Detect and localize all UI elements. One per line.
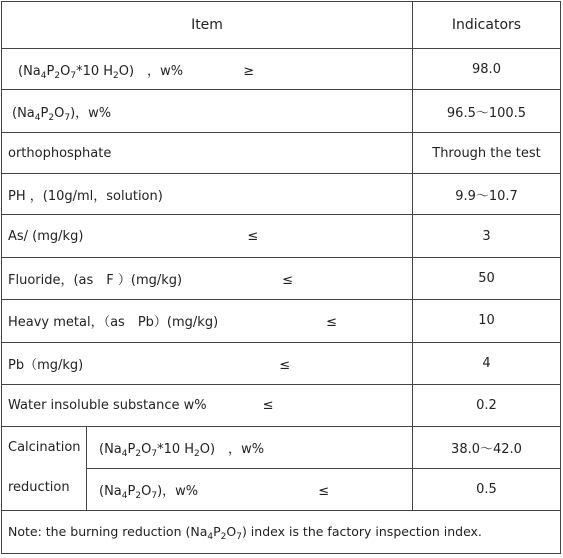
table-row xyxy=(2,300,561,342)
row-label: $(Na_4P_2O_7)$，w% ≤ xyxy=(87,468,413,510)
table-row xyxy=(2,49,561,90)
row-label: ($Na_4P_2O_7*10$ $H_2O$) ，w% xyxy=(87,426,413,468)
table-row xyxy=(2,174,561,215)
row-label: ($Na_4P_2O_7*10$ $H_2O$) ，w% ≥ xyxy=(2,49,413,90)
row-symbol: ≤ xyxy=(247,228,259,244)
row-symbol: ≤ xyxy=(318,483,330,499)
row-symbol: ≤ xyxy=(262,397,274,413)
note-row xyxy=(2,510,561,553)
table-row xyxy=(2,215,561,258)
item-header: Item xyxy=(2,2,413,49)
row-symbol: ≤ xyxy=(279,357,291,373)
row-indicator: 10 xyxy=(413,300,561,342)
row-indicator: 9.9～10.7 xyxy=(413,174,561,215)
row-indicator: 98.0 xyxy=(413,49,561,90)
row-label: PH ，(10g/ml，solution) xyxy=(2,174,413,215)
row-symbol: ≥ xyxy=(243,63,255,79)
table-row xyxy=(2,258,561,300)
table-row xyxy=(2,342,561,384)
row-indicator: 0.5 xyxy=(413,468,561,510)
row-label: As/ (mg/kg) ≤ xyxy=(2,215,413,258)
row-label: Heavy metal，（as Pb）(mg/kg) ≤ xyxy=(2,300,413,342)
footnote: Note: the burning reduction $(Na_4P_2O_7)$ index is the factory inspection index. xyxy=(2,510,561,553)
row-indicator: 0.2 xyxy=(413,384,561,426)
row-indicator: 3 xyxy=(413,215,561,258)
table-row xyxy=(2,90,561,133)
indicators-header: Indicators xyxy=(413,2,561,49)
row-indicator: Through the test xyxy=(413,133,561,174)
specification-table xyxy=(1,1,561,554)
row-indicator: 96.5～100.5 xyxy=(413,90,561,133)
row-label: Water insoluble substance w% ≤ xyxy=(2,384,413,426)
row-indicator: 4 xyxy=(413,342,561,384)
row-indicator: 50 xyxy=(413,258,561,300)
row-symbol: ≤ xyxy=(282,273,294,289)
table-row xyxy=(2,133,561,174)
row-label: Fluoride，(as F ）(mg/kg) ≤ xyxy=(2,258,413,300)
row-label: Pb（mg/kg) ≤ xyxy=(2,342,413,384)
calcination-label: Calcination reduction xyxy=(2,426,87,510)
row-indicator: 38.0～42.0 xyxy=(413,426,561,468)
header-row xyxy=(2,2,561,49)
row-label: $(Na_4P_2O_7)$，w% xyxy=(2,90,413,133)
row-label: orthophosphate xyxy=(2,133,413,174)
table-row xyxy=(2,426,561,468)
row-symbol: ≤ xyxy=(326,315,338,331)
table-row xyxy=(2,384,561,426)
